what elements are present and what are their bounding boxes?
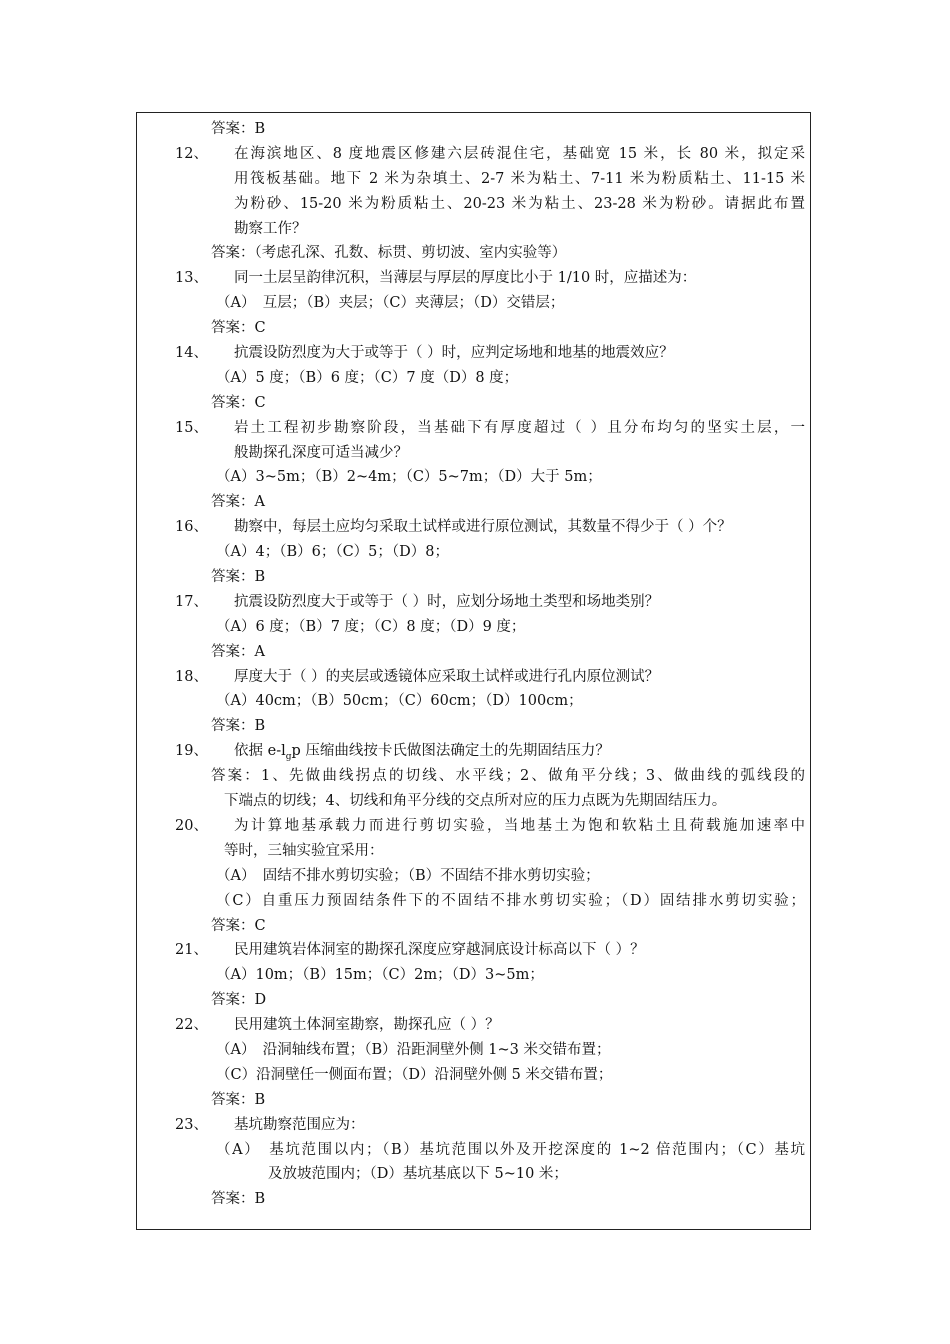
answer-16: 答案：B [211, 569, 266, 586]
answer-19-line-2: 下端点的切线；4、切线和角平分线的交点所对应的压力点既为先期固结压力。 [224, 793, 727, 810]
question-number: 17、 [175, 593, 208, 610]
question-20 [0, 814, 950, 839]
question-12 [0, 142, 950, 167]
question-text: 民用建筑岩体洞室的勘探孔深度应穿越洞底设计标高以下（ ）？ [234, 942, 645, 959]
question-13 [0, 266, 950, 291]
answer-17: 答案：A [211, 643, 265, 660]
question-number: 20、 [175, 817, 208, 834]
question-number: 21、 [175, 942, 208, 959]
question-number: 23、 [175, 1116, 208, 1133]
question-number: 22、 [175, 1017, 208, 1034]
options-21: （A）10m；（B）15m；（C）2m；（D）3~5m； [216, 967, 544, 984]
question-22 [0, 1013, 950, 1038]
document-body [0, 117, 950, 1212]
question-number: 18、 [175, 668, 208, 685]
question-18 [0, 665, 950, 690]
question-17 [0, 590, 950, 615]
answer-14: 答案：C [211, 394, 266, 411]
options-23-line-2: 及放坡范围内；（D）基坑基底以下 5~10 米； [268, 1166, 568, 1183]
options-13: （A） 互层；（B）夹层；（C）夹薄层；（D）交错层； [216, 295, 565, 312]
question-text: 基坑勘察范围应为： [234, 1116, 365, 1133]
question-number: 16、 [175, 519, 208, 536]
answer-19: 答案：1、先做曲线拐点的切线、水平线；2、做角平分线；3、做曲线的弧线段的 [211, 768, 805, 785]
options-17: （A）6 度；（B）7 度；（C）8 度；（D）9 度； [216, 618, 526, 635]
question-19 [0, 739, 950, 764]
answer-21: 答案：D [211, 992, 267, 1009]
question-text: 依据 $e-l_gp$ 压缩曲线按卡氏做图法确定土的先期固结压力？ [234, 743, 610, 763]
question-12-line-4: 勘察工作？ [234, 220, 307, 237]
options-20-line-2: （C）自重压力预固结条件下的不固结不排水剪切实验；（D）固结排水剪切实验； [216, 892, 805, 909]
question-text: 在海滨地区、8 度地震区修建六层砖混住宅，基础宽 15 米，长 80 米，拟定采 [234, 145, 805, 162]
answer-18: 答案：B [211, 718, 266, 735]
question-15 [0, 416, 950, 441]
question-16 [0, 515, 950, 540]
options-16: （A）4；（B）6；（C）5；（D）8； [216, 544, 449, 561]
question-23 [0, 1113, 950, 1138]
question-text: 厚度大于（ ）的夹层或透镜体应采取土试样或进行孔内原位测试？ [234, 668, 660, 685]
question-text: 抗震设防烈度大于或等于（ ）时，应划分场地土类型和场地类别？ [234, 593, 660, 610]
answer-12: 答案：（考虑孔深、孔数、标贯、剪切波、室内实验等） [211, 245, 567, 262]
question-text: 民用建筑土体洞室勘察，勘探孔应（ ）？ [234, 1017, 500, 1034]
options-14: （A）5 度；（B）6 度；（C）7 度（D）8 度； [216, 369, 519, 386]
answer-23: 答案：B [211, 1191, 266, 1208]
question-20-line-2: 等时，三轴实验宜采用： [224, 842, 384, 859]
options-23-line-1: （A） 基坑范围以内；（B）基坑范围以外及开挖深度的 1~2 倍范围内；（C）基坑 [216, 1141, 805, 1158]
question-12-line-3: 为粉砂、15-20 米为粉质粘土、20-23 米为粘土、23-28 米为粉砂。请据此布置 [234, 195, 805, 212]
question-15-line-2: 般勘探孔深度可适当减少？ [234, 444, 408, 461]
answer-11: 答案：B [211, 121, 266, 137]
question-number: 15、 [175, 419, 208, 436]
question-text: 岩土工程初步勘察阶段，当基础下有厚度超过（ ）且分布均匀的坚实土层，一 [234, 419, 805, 436]
question-14 [0, 341, 950, 366]
options-22-line-2: （C）沿洞壁任一侧面布置；（D）沿洞壁外侧 5 米交错布置； [216, 1066, 613, 1083]
question-text: 为计算地基承载力而进行剪切实验，当地基土为饱和软粘土且荷载施加速率中 [234, 817, 805, 834]
question-21 [0, 938, 950, 963]
question-12-line-2: 用筏板基础。地下 2 米为杂填土、2-7 米为粘土、7-11 米为粉质粘土、11-15 米 [234, 170, 805, 187]
options-15: （A）3~5m；（B）2~4m；（C）5~7m；（D）大于 5m； [216, 469, 602, 486]
answer-20: 答案：C [211, 917, 266, 934]
question-number: 13、 [175, 270, 208, 287]
question-text: 勘察中，每层土应均匀采取土试样或进行原位测试，其数量不得少于（ ）个？ [234, 519, 732, 536]
question-number: 14、 [175, 345, 208, 362]
question-number: 12、 [175, 145, 208, 162]
options-18: （A）40cm；（B）50cm；（C）60cm；（D）100cm； [216, 693, 583, 710]
answer-13: 答案：C [211, 320, 266, 337]
question-text: 抗震设防烈度为大于或等于（ ）时，应判定场地和地基的地震效应？ [234, 345, 674, 362]
question-text: 同一土层呈韵律沉积，当薄层与厚层的厚度比小于 1/10 时，应描述为： [234, 270, 697, 287]
options-22-line-1: （A） 沿洞轴线布置；（B）沿距洞壁外侧 1~3 米交错布置； [216, 1041, 611, 1058]
question-number: 19、 [175, 743, 208, 760]
options-20-line-1: （A） 固结不排水剪切实验；（B）不固结不排水剪切实验； [216, 867, 600, 884]
answer-15: 答案：A [211, 494, 265, 511]
answer-22: 答案：B [211, 1091, 266, 1108]
